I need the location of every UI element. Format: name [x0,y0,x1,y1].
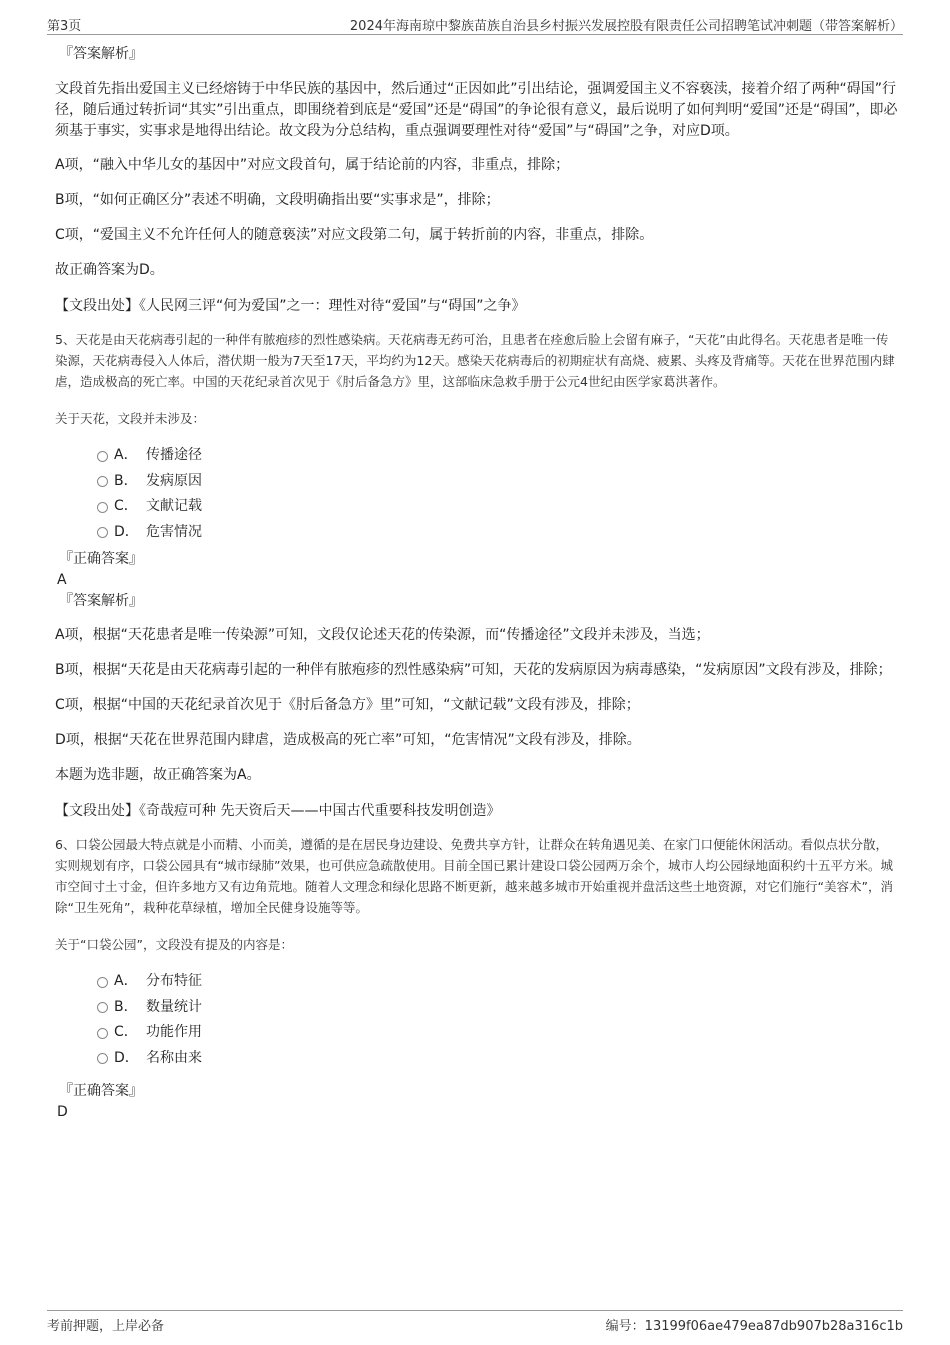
document-title: 2024年海南琼中黎族苗族自治县乡村振兴发展控股有限责任公司招聘笔试冲刺题（带答案解析） [349,19,903,34]
q4-analysis-text: 文段首先指出爱国主义已经熔铸于中华民族的基因中，然后通过“正因如此”引出结论，强调爱国主义不容亵渎，接着介绍了两种“碍国”行径，随后通过转折词“其实”引出重点，即围绕着到底是“爱国”还是“碍国”的争论很有意义，最后说明了如何判明“爱国”还是“碍国”，即必须基于事实，实事求是地得出结论。故文段为分总结构，重点强调要理性对待“爱国”与“碍国”之争，对应D项。 [55,81,898,139]
radio-icon[interactable] [97,1002,108,1013]
q5-option-d[interactable]: D． 危害情况 [97,520,900,546]
radio-icon[interactable] [97,502,108,513]
page-footer [47,1310,903,1335]
q5-answer: A [57,572,67,588]
q4-conclusion: 故正确答案为D。 [55,262,164,278]
q6-option-c[interactable]: C． 功能作用 [97,1020,900,1046]
q5-analysis-a: A项，根据“天花患者是唯一传染源”可知，文段仅论述天花的传染源，而“传播途径”文段并未涉及，当选； [55,627,710,643]
q5-source: 【文段出处】《奇哉痘可种 先天资后天——中国古代重要科技发明创造》 [55,803,501,819]
q4-analysis-b: B项，“如何正确区分”表述不明确，文段明确指出要“实事求是”，排除； [55,192,500,208]
footer-slogan: 考前押题，上岸必备 [47,1319,165,1334]
q5-analysis-d: D项，根据“天花在世界范围内肆虐，造成极高的死亡率”可知，“危害情况”文段有涉及，排除。 [55,732,641,748]
page-header [47,12,903,35]
document-code: 编号：13199f06ae479ea87db907b28a316c1b [605,1319,903,1334]
q6-question: 关于“口袋公园”，文段没有提及的内容是： [55,937,293,952]
q5-option-b[interactable]: B． 发病原因 [97,469,900,495]
page-content [55,44,900,1123]
q5-options [97,443,900,545]
q5-answer-label: 『正确答案』 [59,551,143,567]
q6-stem: 6、口袋公园最大特点就是小而精、小而美，遵循的是在居民身边建设、免费共享方针，让群众在转角遇见美、在家门口便能休闲活动。看似点状分散，实则规划有序，口袋公园具有“城市绿肺”效果，也可供应急疏散使用。目前全国已累计建设口袋公园两万余个，城市人均公园绿地面积约十五平方米。城市空间寸土寸金，但许多地方又有边角荒地。随着人文理念和绿化思路不断更新，越来越多城市开始重视并盘活这些土地资源，对它们施行“美容术”，消除“卫生死角”，栽种花草绿植，增加全民健身设施等等。 [55,837,893,915]
radio-icon[interactable] [97,977,108,988]
q5-option-c[interactable]: C． 文献记载 [97,494,900,520]
q5-conclusion: 本题为选非题，故正确答案为A。 [55,767,261,783]
radio-icon[interactable] [97,527,108,538]
q5-analysis-label: 『答案解析』 [59,593,143,609]
q5-option-a[interactable]: A． 传播途径 [97,443,900,469]
page-number: 第3页 [47,19,82,34]
q5-analysis-b: B项，根据“天花是由天花病毒引起的一种伴有脓疱疹的烈性感染病”可知，天花的发病原因为病毒感染，“发病原因”文段有涉及，排除； [55,662,892,678]
q6-answer-label: 『正确答案』 [59,1083,143,1099]
radio-icon[interactable] [97,451,108,462]
radio-icon[interactable] [97,1053,108,1064]
q6-option-a[interactable]: A． 分布特征 [97,969,900,995]
q5-stem: 5、天花是由天花病毒引起的一种伴有脓疱疹的烈性感染病。天花病毒无药可治，且患者在痊愈后脸上会留有麻子，“天花”由此得名。天花患者是唯一传染源，天花病毒侵入人体后，潜伏期一般为7天至17天，平均约为12天。感染天花病毒后的初期症状有高烧、疲累、头疼及背痛等。天花在世界范围内肆虐，造成极高的死亡率。中国的天花纪录首次见于《肘后备急方》里，这部临床急救手册于公元4世纪由医学家葛洪著作。 [55,332,895,389]
q4-analysis-c: C项，“爱国主义不允许任何人的随意亵渎”对应文段第二句，属于转折前的内容，非重点，排除。 [55,227,654,243]
q5-analysis-c: C项，根据“中国的天花纪录首次见于《肘后备急方》里”可知，“文献记载”文段有涉及，排除； [55,697,640,713]
q6-options [97,969,900,1071]
radio-icon[interactable] [97,1028,108,1039]
q4-analysis-a: A项，“融入中华儿女的基因中”对应文段首句，属于结论前的内容，非重点，排除； [55,157,570,173]
q6-option-d[interactable]: D． 名称由来 [97,1046,900,1072]
q6-option-b[interactable]: B． 数量统计 [97,995,900,1021]
q4-source: 【文段出处】《人民网三评“何为爱国”之一：理性对待“爱国”与“碍国”之争》 [55,298,526,314]
q5-question: 关于天花，文段并未涉及： [55,411,206,426]
q6-answer: D [57,1104,68,1120]
q4-analysis-label: 『答案解析』 [59,46,143,62]
radio-icon[interactable] [97,476,108,487]
